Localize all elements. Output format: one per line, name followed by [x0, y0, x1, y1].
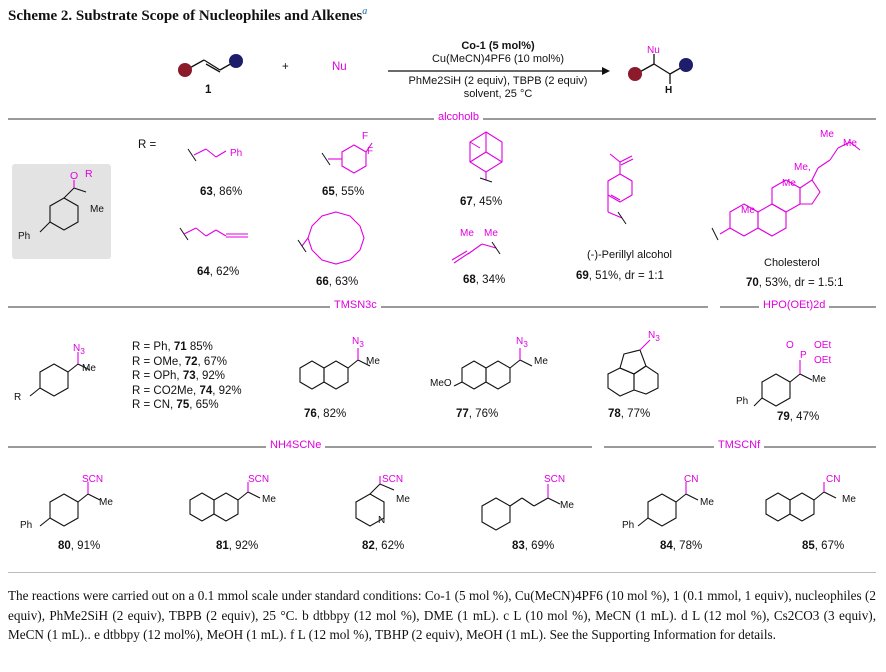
compound-65-f1: F [362, 131, 369, 142]
red-substituent [628, 67, 642, 81]
compound-80-me: Me [99, 497, 113, 508]
cond-reagents: PhMe2SiH (2 equiv), TBPB (2 equiv) [408, 75, 588, 87]
compound-67-label: 67, 45% [460, 196, 503, 208]
azide-entry-75: R = CN, 75, 65% [132, 399, 219, 411]
azide-entry-74: R = CO2Me, 74, 92% [132, 384, 242, 397]
compound-70-me-ring2: Me [741, 205, 755, 216]
compound-77-meo: MeO [430, 378, 452, 389]
cond-cocatalyst: Cu(MeCN)4PF6 (10 mol%) [431, 53, 565, 65]
product-nu: Nu [647, 45, 660, 56]
compound-63-ph: Ph [230, 148, 243, 159]
azide-n3: $N_3$ [73, 343, 85, 356]
compound-78-label: 78, 77% [608, 408, 651, 420]
compound-82-me: Me [396, 494, 410, 505]
core-ph: Ph [18, 231, 31, 242]
compound-76-label: 76, 82% [304, 408, 347, 420]
cond-solvent: solvent, 25 °C [463, 88, 533, 100]
azide-entry-73: R = OPh, 73, 92% [132, 370, 226, 382]
compound-80-label: 80, 91% [58, 540, 101, 552]
compound-79-me: Me [812, 374, 826, 385]
core-o: O [70, 170, 79, 182]
footnote-rule [8, 572, 876, 573]
compound-84-me: Me [700, 497, 714, 508]
azide-r: R [14, 392, 22, 403]
compound-65-label: 65, 55% [322, 186, 365, 198]
footnote: The reactions were carried out on a 0.1 mmol scale under standard conditions: Co-1 (5 mol %), Cu(MeCN)4PF6 (10 mol %), 1 (0.1 mmol, 1 equiv), nucleophiles (2 equiv), PhMe2SiH (2 equiv), TBPB (2 equiv), 25 °C. b dtbbpy (12 mol %), DME (1 mL). c L (10 mol %), MeCN (1 mL). d L (12 mol %), Cs2CO3 (3 equiv), MeCN (1 mL).. e dtbbpy (12 mol%), MeOH (1 mL). f L (12 mol %), TBHP (2 equiv), MeOH (1 mL). See the Supporting Information for details. [8, 588, 876, 642]
azide-entry-72: R = OMe, 72, 67% [132, 355, 227, 368]
navy-substituent [679, 58, 693, 72]
compound-77-label: 77, 76% [456, 408, 499, 420]
compound-76-structure [284, 340, 380, 400]
compound-84-ph: Ph [622, 520, 635, 531]
compound-84-cn: CN [684, 474, 699, 485]
starting-alkene [176, 48, 246, 78]
compound-78-n3: $N_3$ [648, 330, 660, 343]
compound-63-label: 63, 86% [200, 186, 243, 198]
tmsn3-section-label: TMSN3c [330, 299, 381, 311]
compound-81-me: Me [262, 494, 276, 505]
compound-70-me-tail: Me [820, 129, 834, 140]
compound-64-label: 64, 62% [197, 266, 240, 278]
compound-68-structure [448, 228, 518, 268]
core-r: R [85, 168, 93, 180]
compound-83-scn: SCN [544, 474, 566, 485]
navy-substituent [229, 54, 243, 68]
plus-sign: + [282, 61, 289, 73]
compound-69-structure [590, 148, 650, 238]
compound-68-label: 68, 34% [463, 274, 506, 286]
compound-70-me-side: Me, [794, 162, 811, 173]
scheme-title: Scheme 2. Substrate Scope of Nucleophiles and Alkenes$^a$ [8, 6, 368, 24]
compound-69-label: 69, 51%, dr = 1:1 [576, 270, 664, 282]
compound-70-name: Cholesterol [764, 257, 820, 269]
compound-79-oet2: OEt [814, 355, 832, 366]
compound-82-n: N [378, 515, 386, 526]
azide-r-list [132, 340, 242, 413]
compound-70-me-tail2: Me [843, 138, 857, 149]
compound-79-oet1: OEt [814, 340, 832, 351]
compound-76-me: Me [366, 356, 380, 367]
compound-77-n3: $N_3$ [516, 336, 528, 349]
compound-76-n3: $N_3$ [352, 336, 364, 349]
tmscn-section-label: TMSCNf [714, 439, 764, 451]
compound-82-scn: SCN [382, 474, 404, 485]
compound-65-f2: F [367, 146, 374, 157]
cond-catalyst: Co-1 (5 mol%) [461, 40, 535, 52]
compound-79-ph: Ph [736, 396, 749, 407]
compound-80-ph: Ph [20, 520, 33, 531]
nu-reagent: Nu [332, 61, 347, 73]
compound-68-me1: Me [460, 228, 474, 239]
azide-generic-structure [14, 340, 114, 412]
compound-82-label: 82, 62% [362, 540, 405, 552]
compound-85-cn: CN [826, 474, 841, 485]
compound-68-me2: Me [484, 228, 498, 239]
hpo-section-label: HPO(OEt)2d [759, 299, 829, 311]
reaction-arrow [388, 67, 610, 75]
compound-84-label: 84, 78% [660, 540, 703, 552]
compound-79-label: 79, 47% [777, 411, 820, 423]
compound-80-scn: SCN [82, 474, 104, 485]
compound-81-label: 81, 92% [216, 540, 259, 552]
compound-81-scn: SCN [248, 474, 270, 485]
compound-70-label: 70, 53%, dr = 1.5:1 [746, 277, 844, 289]
compound-64-structure [176, 224, 260, 244]
compound-85-label: 85, 67% [802, 540, 845, 552]
compound-85-me: Me [842, 494, 856, 505]
compound-79-p: P [800, 350, 807, 361]
nh4scn-section-label: NH4SCNe [266, 439, 325, 451]
compound-66-label: 66, 63% [316, 276, 359, 288]
compound-78-structure [598, 330, 678, 400]
compound-66-structure [296, 208, 372, 268]
compound-83-me: Me [560, 500, 574, 511]
compound-77-structure [432, 340, 542, 400]
alcohol-section-label: alcoholb [434, 111, 483, 123]
compound-65-structure [310, 135, 380, 180]
red-substituent [178, 63, 192, 77]
compound-69-name: (-)-Perillyl alcohol [587, 249, 672, 261]
product-h: H [665, 85, 673, 96]
azide-entry-71: R = Ph, 71 85% [132, 341, 213, 353]
core-me: Me [90, 204, 104, 215]
compound-79-o: O [786, 340, 794, 351]
compound-70-me-ring: Me [782, 178, 796, 189]
compound-83-label: 83, 69% [512, 540, 555, 552]
azide-me: Me [82, 363, 96, 374]
compound-67-structure [456, 128, 516, 188]
sm-label: 1 [205, 84, 212, 96]
compound-77-me: Me [534, 356, 548, 367]
r-equals: R = [138, 139, 157, 151]
